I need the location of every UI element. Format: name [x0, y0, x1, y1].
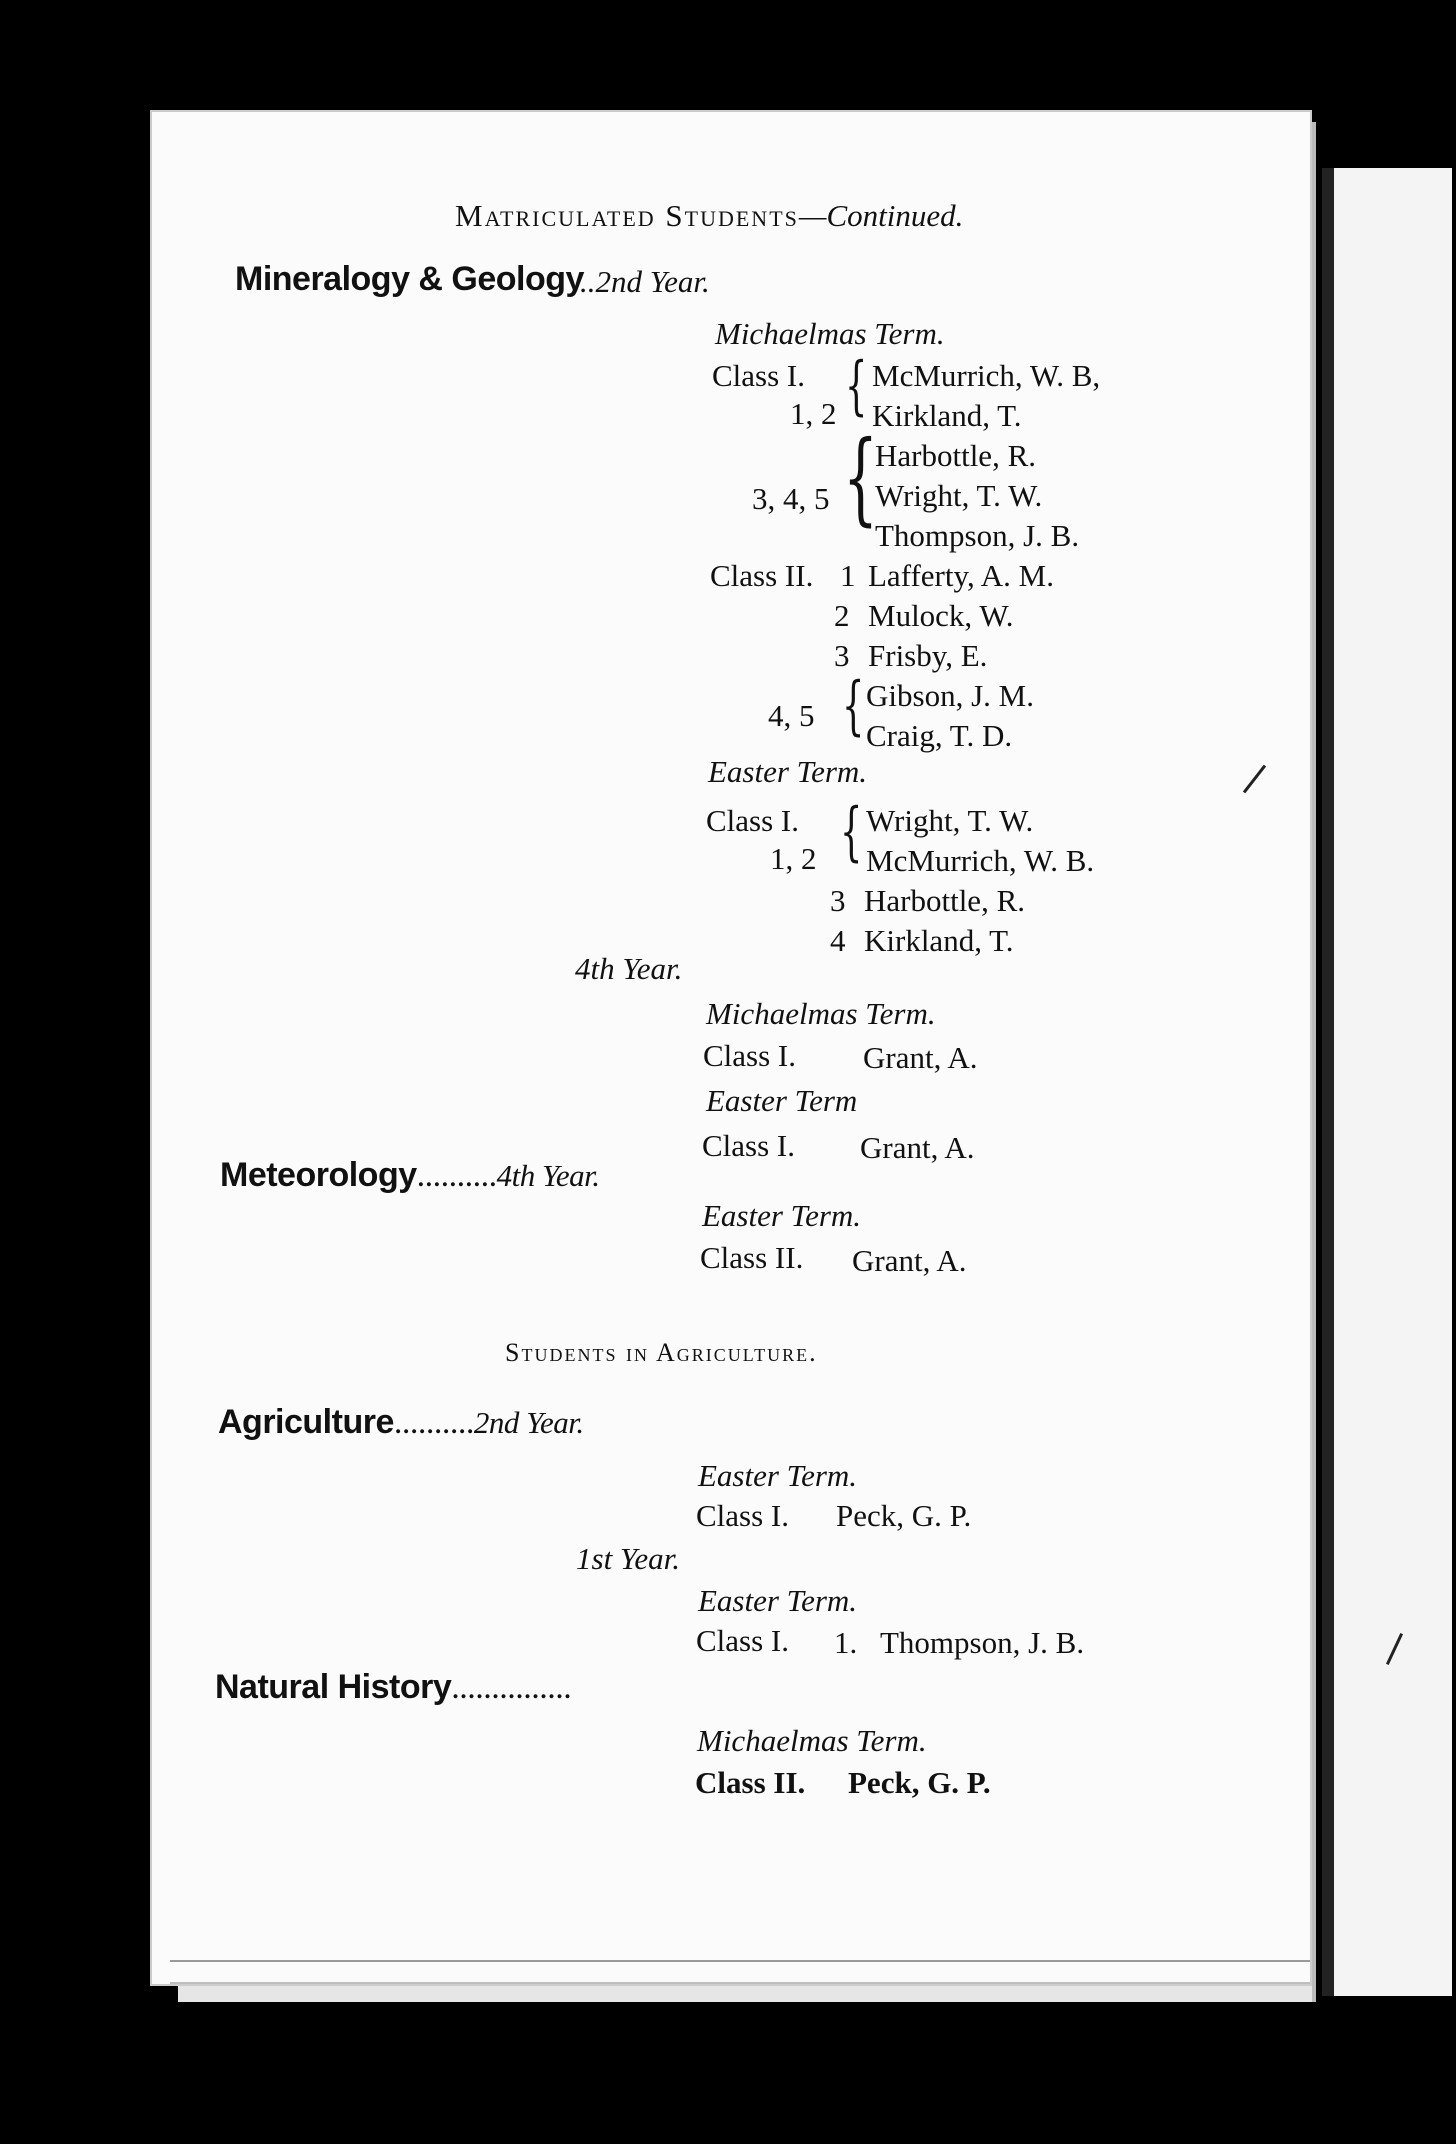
student-name: Thompson, J. B.: [880, 1625, 1085, 1660]
bracket-icon: {: [842, 669, 865, 743]
student-name: Mulock, W.: [868, 598, 1014, 633]
class-label: Class II.: [700, 1240, 804, 1275]
class-label: Class I.: [702, 1128, 795, 1163]
student-name: Craig, T. D.: [866, 718, 1013, 753]
subject-name: Meteorology: [220, 1156, 417, 1194]
student-name: Kirkland, T.: [864, 923, 1014, 958]
class-label: Class II.: [710, 558, 814, 593]
student-name: Grant, A.: [863, 1040, 978, 1075]
term-label: Easter Term.: [702, 1198, 862, 1233]
bracket-icon: {: [843, 419, 878, 536]
class-label: Class I.: [703, 1038, 796, 1073]
student-name: Harbottle, R.: [875, 438, 1036, 473]
year-label-2nd: ..2nd Year.: [580, 264, 710, 299]
year-label-4th: 4th Year.: [575, 951, 683, 986]
bracket-icon: {: [845, 349, 868, 423]
rank-label: 2: [834, 598, 850, 633]
rank-label: 4: [830, 923, 846, 958]
rank-label: 1, 2: [770, 841, 817, 876]
student-name: Grant, A.: [852, 1243, 967, 1278]
student-name: Lafferty, A. M.: [868, 558, 1054, 593]
year-label-1st: 1st Year.: [576, 1541, 680, 1576]
running-header: [455, 200, 963, 231]
term-label: Easter Term: [706, 1083, 858, 1118]
student-name: Gibson, J. M.: [866, 678, 1034, 713]
student-name: Wright, T. W.: [875, 478, 1043, 513]
class-label: Class I.: [712, 358, 805, 393]
student-name: Kirkland, T.: [872, 398, 1022, 433]
term-label: Michaelmas Term.: [715, 316, 945, 351]
rank-label: 3: [830, 883, 846, 918]
term-label: Easter Term.: [698, 1583, 858, 1618]
subject-heading-meteorology: Meteorology..........4th Year.: [220, 1156, 600, 1194]
student-name: Peck, G. P.: [836, 1498, 972, 1533]
bracket-icon: {: [840, 795, 863, 869]
student-name: Wright, T. W.: [866, 803, 1034, 838]
header-text: Matriculated Students: [455, 198, 799, 233]
class-label: Class I.: [696, 1498, 789, 1533]
student-name: Peck, G. P.: [848, 1765, 991, 1800]
class-label: Class II.: [695, 1765, 806, 1800]
subject-heading-mineralogy: Mineralogy & Geology: [235, 260, 584, 298]
class-label: Class I.: [706, 803, 799, 838]
student-name: Frisby, E.: [868, 638, 988, 673]
subject-heading-agriculture: Agriculture..........2nd Year.: [218, 1403, 584, 1441]
adjacent-page-edge: [1322, 168, 1452, 1996]
student-name: McMurrich, W. B.: [866, 843, 1095, 878]
page-edge-lines: [170, 1960, 1310, 1984]
rank-label: 1: [840, 558, 856, 593]
rank-label: 1.: [834, 1625, 858, 1660]
term-label: Easter Term.: [698, 1458, 858, 1493]
term-label: Easter Term.: [708, 754, 868, 789]
student-name: McMurrich, W. B,: [872, 358, 1101, 393]
rank-label: 4, 5: [768, 698, 815, 733]
rank-label: 3, 4, 5: [752, 481, 830, 516]
section-heading-agriculture: Students in Agriculture.: [505, 1338, 818, 1367]
class-label: Class I.: [696, 1623, 789, 1658]
subject-name: Natural History: [215, 1668, 452, 1706]
student-name: Thompson, J. B.: [875, 518, 1080, 553]
student-name: Harbottle, R.: [864, 883, 1025, 918]
term-label: Michaelmas Term.: [706, 996, 936, 1031]
year-label-2nd: 2nd Year.: [473, 1405, 584, 1440]
rank-label: 3: [834, 638, 850, 673]
student-name: Grant, A.: [860, 1130, 975, 1165]
year-label-4th: 4th Year.: [496, 1158, 600, 1193]
header-continued: —Continued.: [798, 198, 964, 233]
rank-label: 1, 2: [790, 396, 837, 431]
term-label: Michaelmas Term.: [697, 1723, 927, 1758]
subject-heading-natural-history: Natural History...............: [215, 1668, 572, 1706]
subject-name: Agriculture: [218, 1403, 394, 1441]
